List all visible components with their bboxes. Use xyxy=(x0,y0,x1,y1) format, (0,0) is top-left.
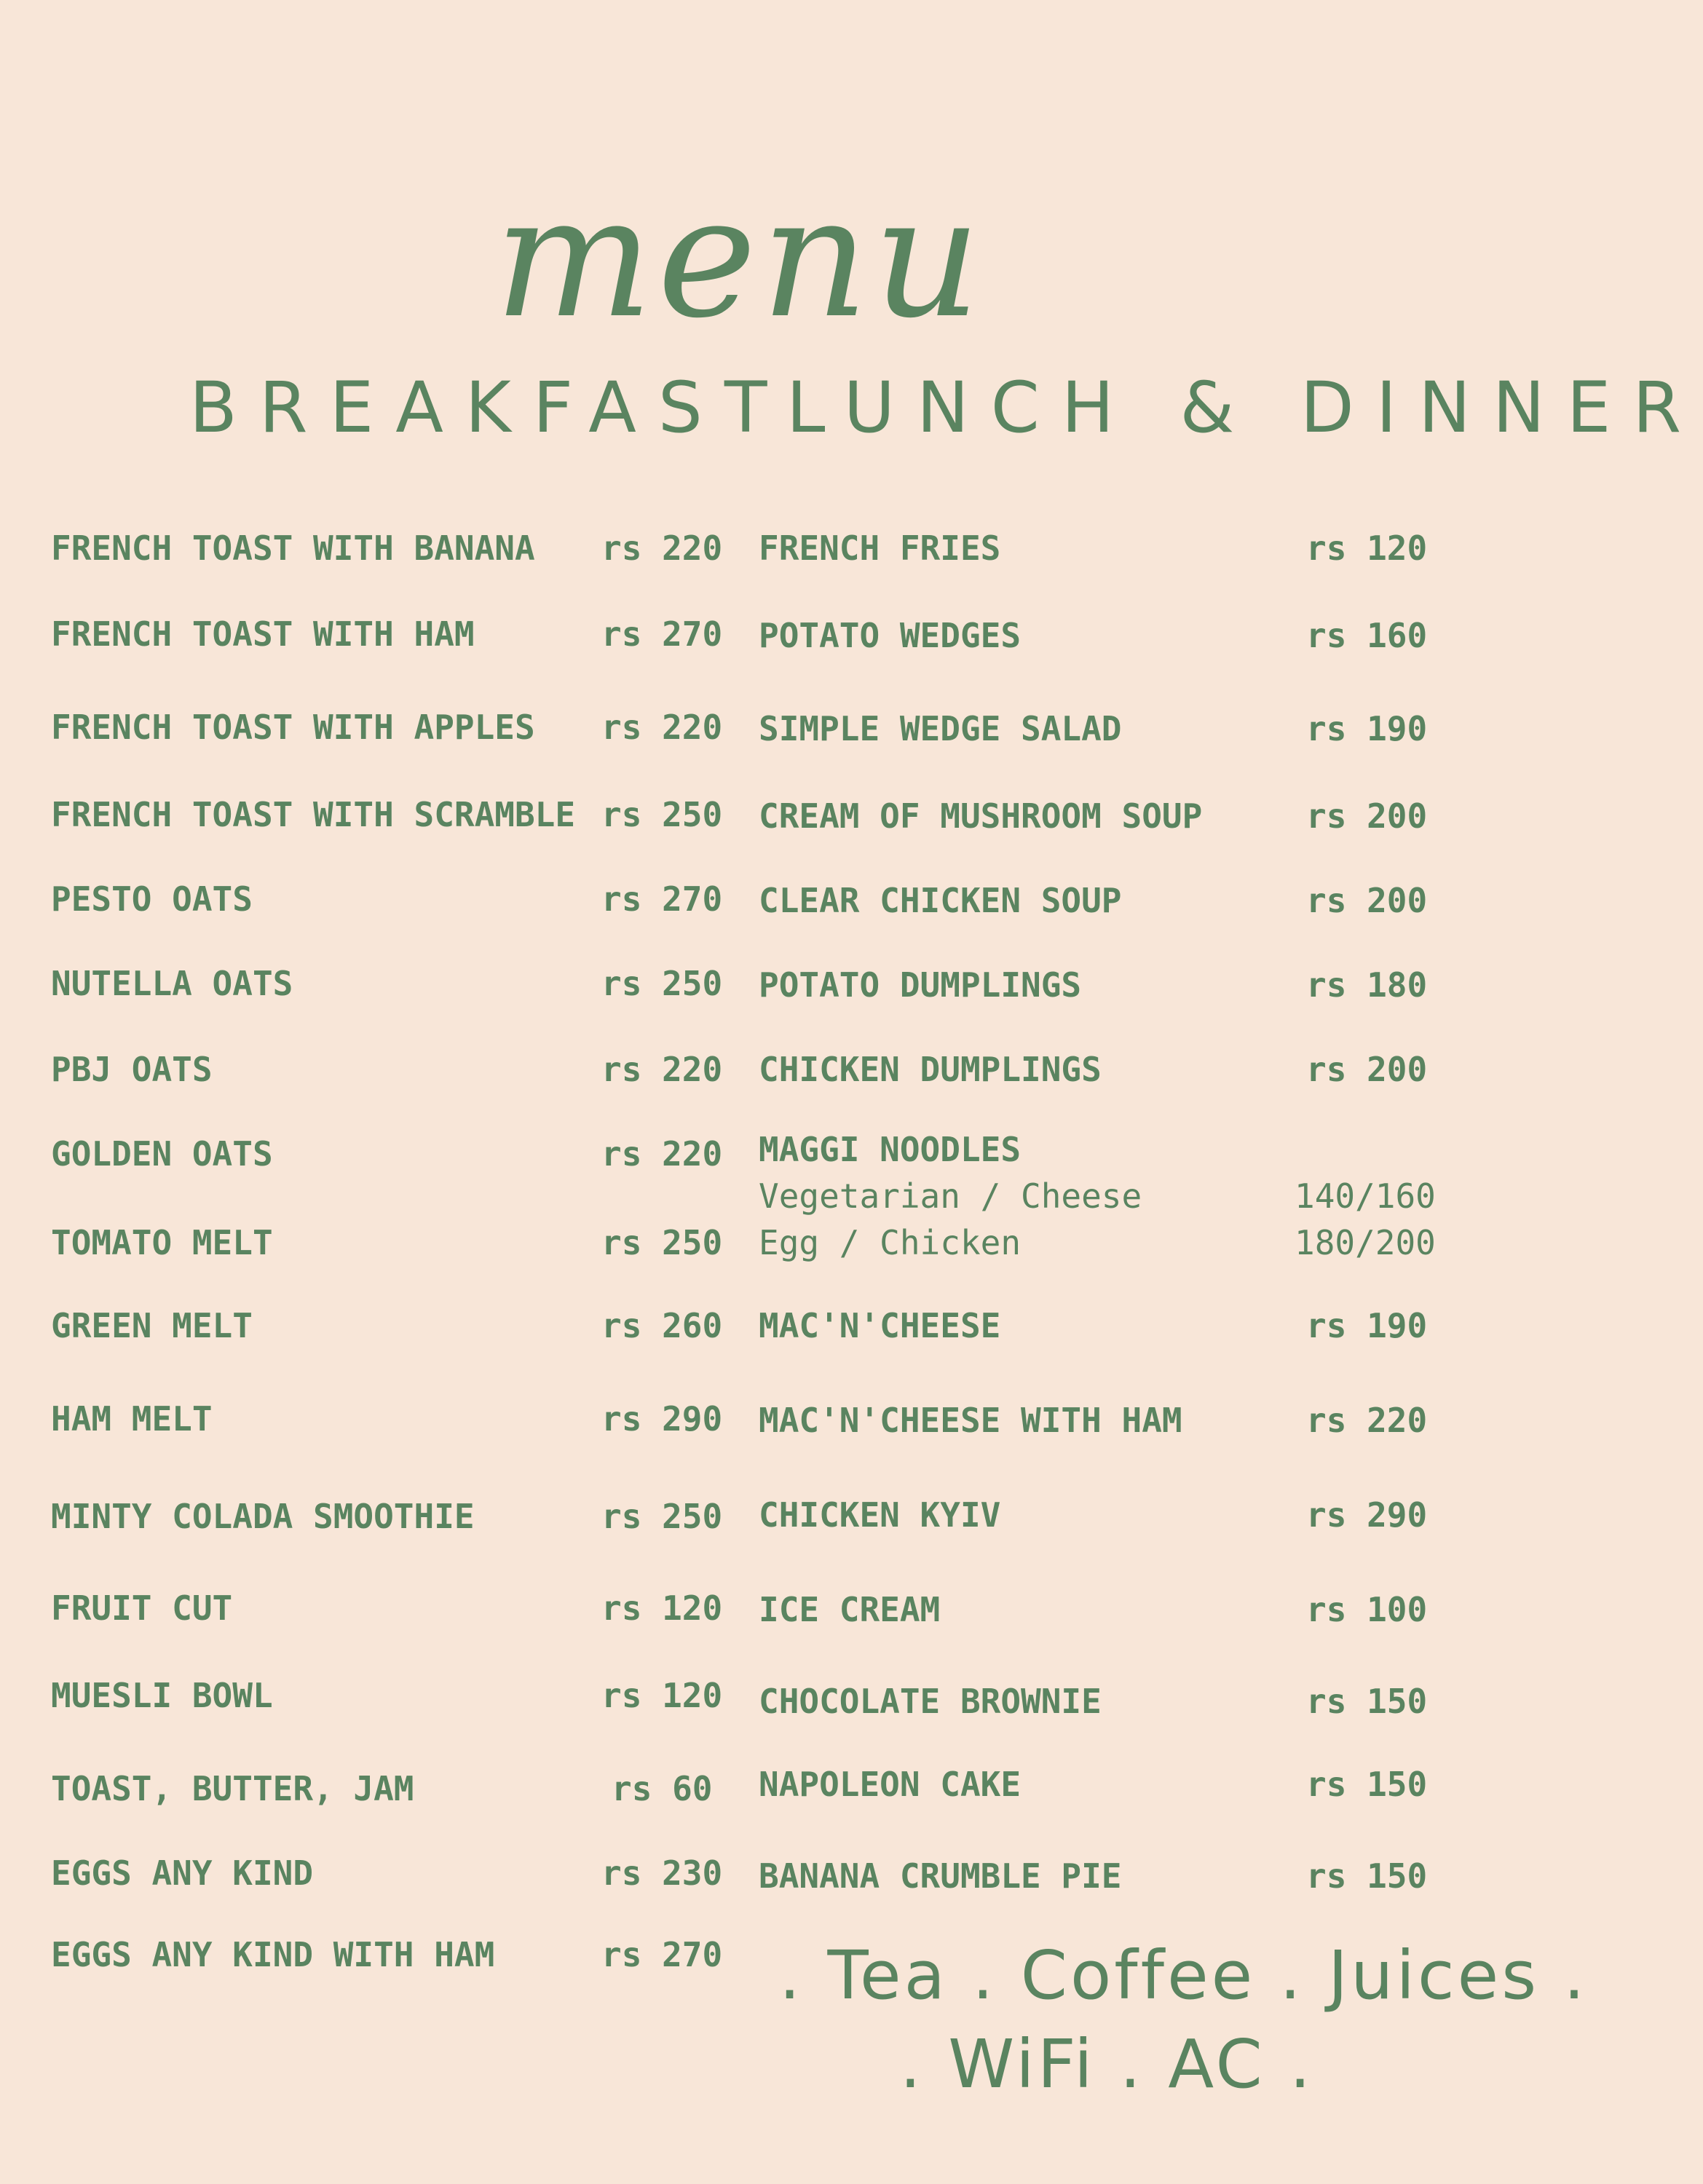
item-name: MAC'N'CHEESE WITH HAM xyxy=(759,1401,1182,1440)
item-name: CLEAR CHICKEN SOUP xyxy=(759,881,1122,920)
item-name: CREAM OF MUSHROOM SOUP xyxy=(759,796,1203,836)
item-name: FRENCH TOAST WITH SCRAMBLE xyxy=(51,795,576,834)
item-name: FRENCH TOAST WITH HAM xyxy=(51,614,475,654)
item-name: MUESLI BOWL xyxy=(51,1676,273,1715)
item-name: TOMATO MELT xyxy=(51,1223,273,1262)
item-price: rs 100 xyxy=(1306,1590,1428,1629)
item-price: rs 120 xyxy=(1306,529,1428,568)
item-price: rs 200 xyxy=(1306,1050,1428,1089)
item-name: NAPOLEON CAKE xyxy=(759,1765,1022,1804)
page-title: menu xyxy=(494,161,986,355)
item-price: rs 290 xyxy=(601,1399,723,1439)
item-name: FRENCH TOAST WITH APPLES xyxy=(51,708,535,747)
item-price: rs 290 xyxy=(1306,1495,1428,1535)
item-name: ICE CREAM xyxy=(759,1590,941,1629)
item-name: FRUIT CUT xyxy=(51,1588,233,1628)
item-price: rs 120 xyxy=(601,1588,723,1628)
item-price: rs 250 xyxy=(601,964,723,1003)
item-price: rs 200 xyxy=(1306,796,1428,836)
item-price: rs 270 xyxy=(601,614,723,654)
item-name: PESTO OATS xyxy=(51,879,253,919)
item-name: PBJ OATS xyxy=(51,1050,213,1089)
item-price: rs 260 xyxy=(601,1306,723,1345)
item-price: rs 220 xyxy=(1306,1401,1428,1440)
item-name: FRENCH TOAST WITH BANANA xyxy=(51,529,535,568)
breakfast-heading: BREAKFAST xyxy=(189,367,789,448)
item-price: rs 60 xyxy=(612,1769,713,1808)
item-name: TOAST, BUTTER, JAM xyxy=(51,1769,414,1808)
item-price: rs 150 xyxy=(1306,1765,1428,1804)
item-name: SIMPLE WEDGE SALAD xyxy=(759,709,1122,748)
item-price: rs 150 xyxy=(1306,1856,1428,1896)
item-price: rs 180 xyxy=(1306,965,1428,1005)
item-name: MAGGI NOODLES xyxy=(759,1130,1022,1169)
option-price: 180/200 xyxy=(1295,1223,1436,1262)
item-name: CHOCOLATE BROWNIE xyxy=(759,1682,1102,1721)
item-price: rs 190 xyxy=(1306,709,1428,748)
item-price: rs 220 xyxy=(601,708,723,747)
item-name: GREEN MELT xyxy=(51,1306,253,1345)
item-price: rs 220 xyxy=(601,1134,723,1174)
item-name: CHICKEN KYIV xyxy=(759,1495,1001,1535)
option-name: Egg / Chicken xyxy=(759,1223,1022,1262)
item-name: POTATO DUMPLINGS xyxy=(759,965,1082,1005)
item-name: MINTY COLADA SMOOTHIE xyxy=(51,1497,475,1536)
item-price: rs 190 xyxy=(1306,1306,1428,1345)
item-price: rs 220 xyxy=(601,1050,723,1089)
item-name: GOLDEN OATS xyxy=(51,1134,273,1174)
item-name: EGGS ANY KIND WITH HAM xyxy=(51,1935,495,1974)
item-price: rs 250 xyxy=(601,1497,723,1536)
item-price: rs 270 xyxy=(601,879,723,919)
item-price: rs 120 xyxy=(601,1676,723,1715)
item-name: HAM MELT xyxy=(51,1399,213,1439)
item-name: CHICKEN DUMPLINGS xyxy=(759,1050,1102,1089)
amenities-line-services: . WiFi . AC . xyxy=(899,2025,1314,2103)
item-price: rs 220 xyxy=(601,529,723,568)
item-price: rs 160 xyxy=(1306,616,1428,655)
item-name: POTATO WEDGES xyxy=(759,616,1022,655)
lunch-dinner-heading: LUNCH & DINNER xyxy=(786,367,1703,448)
option-name: Vegetarian / Cheese xyxy=(759,1176,1142,1216)
option-price: 140/160 xyxy=(1295,1176,1436,1216)
item-name: MAC'N'CHEESE xyxy=(759,1306,1001,1345)
item-name: BANANA CRUMBLE PIE xyxy=(759,1856,1122,1896)
item-price: rs 270 xyxy=(601,1935,723,1974)
item-price: rs 250 xyxy=(601,1223,723,1262)
item-price: rs 250 xyxy=(601,795,723,834)
item-name: EGGS ANY KIND xyxy=(51,1853,314,1893)
item-price: rs 150 xyxy=(1306,1682,1428,1721)
item-name: FRENCH FRIES xyxy=(759,529,1001,568)
amenities-line-drinks: . Tea . Coffee . Juices . xyxy=(779,1936,1588,2014)
item-price: rs 200 xyxy=(1306,881,1428,920)
item-name: NUTELLA OATS xyxy=(51,964,293,1003)
item-price: rs 230 xyxy=(601,1853,723,1893)
